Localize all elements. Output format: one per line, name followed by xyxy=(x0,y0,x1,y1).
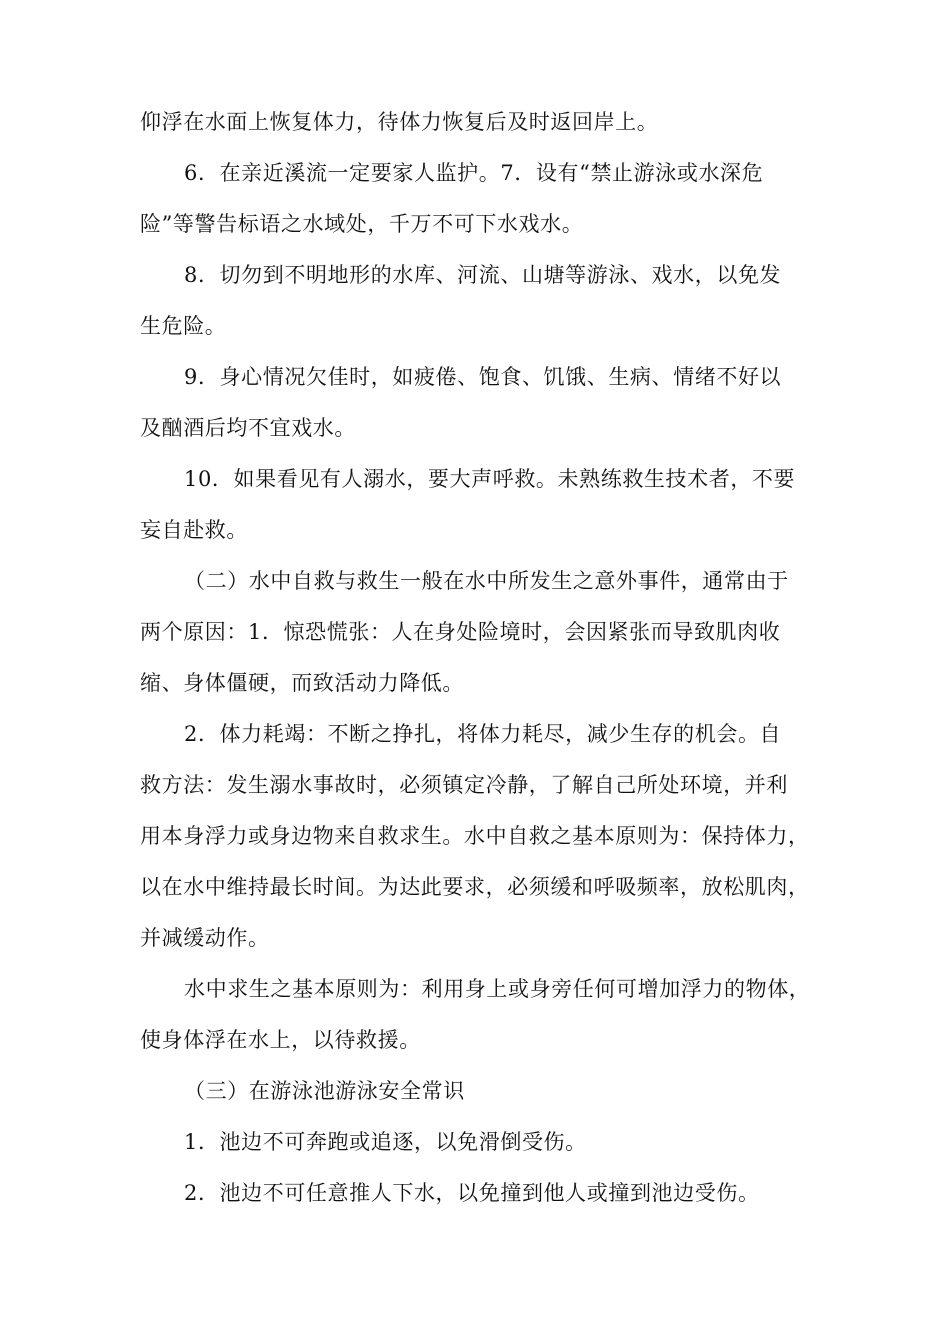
paragraph-1 xyxy=(140,98,840,147)
text-line: 1．池边不可奔跑或追逐，以免滑倒受伤。 xyxy=(184,1130,587,1154)
text-line: 及酗酒后均不宜戏水。 xyxy=(140,416,356,440)
paragraph-6 xyxy=(140,557,840,708)
text-line: 2．池边不可任意推人下水，以免撞到他人或撞到池边受伤。 xyxy=(184,1181,760,1205)
paragraph-10 xyxy=(140,1118,840,1167)
text-line: （二）水中自救与救生一般在水中所发生之意外事件，通常由于 xyxy=(184,569,789,593)
text-line: 8．切勿到不明地形的水库、河流、山塘等游泳、戏水，以免发 xyxy=(184,263,782,287)
text-line: 2．体力耗竭：不断之挣扎，将体力耗尽，减少生存的机会。自 xyxy=(184,722,782,746)
paragraph-7 xyxy=(140,710,840,963)
text-line: 两个原因：1．惊恐慌张：人在身处险境时，会因紧张而导致肌肉收 xyxy=(140,620,781,644)
text-line: 使身体浮在水上，以待救援。 xyxy=(140,1028,421,1052)
text-line: 6．在亲近溪流一定要家人监护。7．设有“禁止游泳或水深危 xyxy=(184,161,764,185)
text-line: 水中求生之基本原则为：利用身上或身旁任何可增加浮力的物体， xyxy=(184,977,811,1001)
text-line: 缩、身体僵硬，而致活动力降低。 xyxy=(140,671,464,695)
text-line: 9．身心情况欠佳时，如疲倦、饱食、饥饿、生病、情绪不好以 xyxy=(184,365,782,389)
text-line: 救方法：发生溺水事故时，必须镇定冷静，了解自己所处环境，并利 xyxy=(140,773,788,797)
text-line: 10．如果看见有人溺水，要大声呼救。未熟练救生技术者，不要 xyxy=(184,467,796,491)
paragraph-11 xyxy=(140,1169,840,1218)
paragraph-9 xyxy=(140,1067,840,1116)
text-line: 以在水中维持最长时间。为达此要求，必须缓和呼吸频率，放松肌肉， xyxy=(140,875,810,899)
paragraph-5 xyxy=(140,455,840,555)
text-line: 仰浮在水面上恢复体力，待体力恢复后及时返回岸上。 xyxy=(140,110,659,134)
text-line: 并减缓动作。 xyxy=(140,926,270,950)
paragraph-4 xyxy=(140,353,840,453)
document-body xyxy=(140,98,840,1220)
section-heading: （三）在游泳池游泳安全常识 xyxy=(184,1079,465,1103)
text-line: 用本身浮力或身边物来自救求生。水中自救之基本原则为：保持体力， xyxy=(140,824,810,848)
text-line: 妄自赴救。 xyxy=(140,518,248,542)
paragraph-3 xyxy=(140,251,840,351)
paragraph-2 xyxy=(140,149,840,249)
text-line: 生危险。 xyxy=(140,314,227,338)
paragraph-8 xyxy=(140,965,840,1065)
text-line: 险”等警告标语之水域处，千万不可下水戏水。 xyxy=(140,212,584,236)
